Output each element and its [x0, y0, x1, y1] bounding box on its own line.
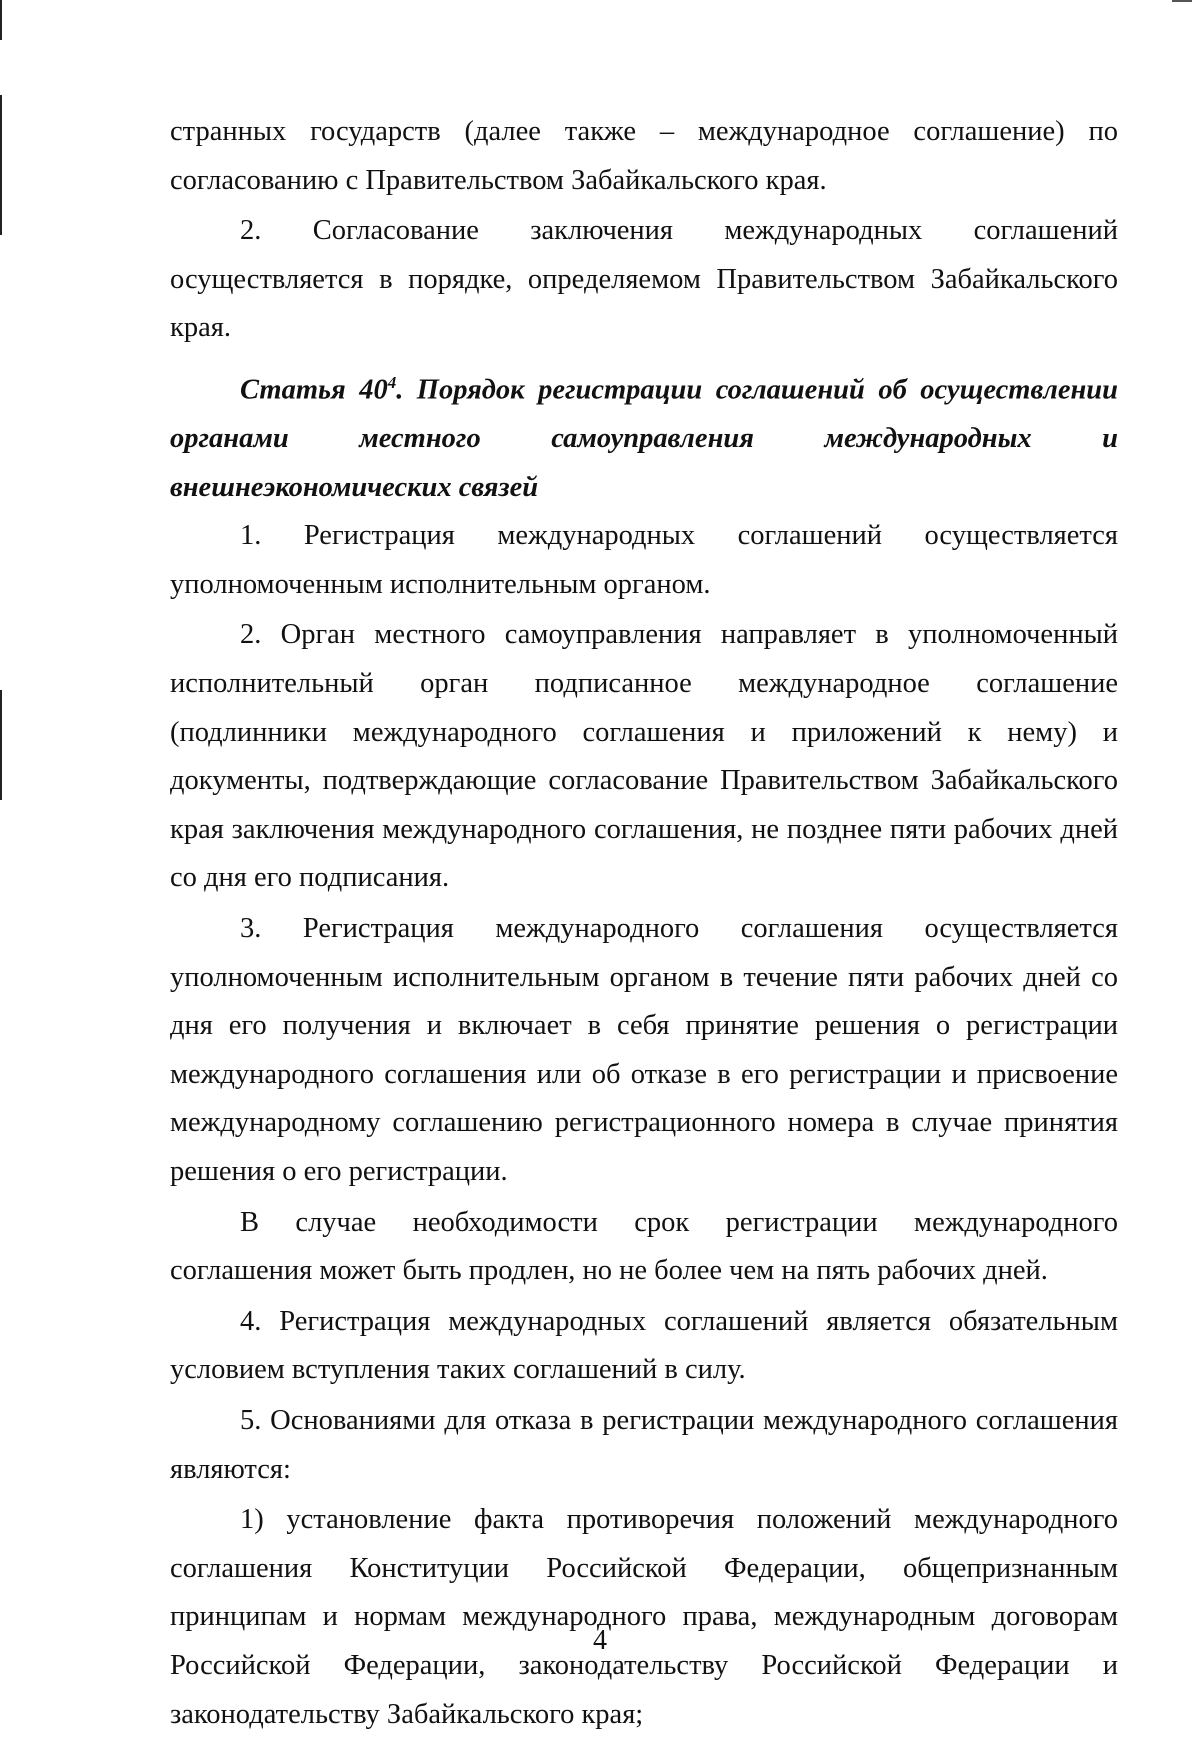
paragraph-3-extension: В случае необходимости срок регистрации международного соглашения может быть продлен, но не более чем на пять рабочих дней.	[170, 1206, 1118, 1287]
paragraph-1: 1. Регистрация международных соглашений осуществляется уполномоченным исполнительным органом.	[170, 520, 1118, 600]
page-number: 4	[593, 1625, 607, 1656]
scan-edge-mark-middle	[0, 690, 2, 800]
paragraph-3: 3. Регистрация международного соглашения осуществляется уполномоченным исполнительным органом в течение пяти рабочих дней со дня его получения и включает в себя принятие решения о регистрации международного соглашения или об отказе в его регистрации и присвоение международному соглашению регистрационного номера в случае принятия решения о его регистрации.	[170, 913, 1118, 1187]
paragraph-2: 2. Орган местного самоуправления направляет в уполномоченный исполнительный орган подписанное международное соглашение (подлинники международного соглашения и приложений к нему) и документы, подтверждающие согласование Правительством Забайкальского края заключения международного соглашения, не позднее пяти рабочих дней со дня его подписания.	[170, 619, 1118, 894]
scan-corner-mark	[1172, 0, 1192, 2]
paragraph-continuation: странных государств (далее также – международное соглашение) по согласованию с Правительством Забайкальского края.	[170, 116, 1118, 196]
article-heading	[170, 359, 1118, 512]
article-prefix: Статья 40	[240, 374, 388, 406]
paragraph-4: 4. Регистрация международных соглашений является обязательным условием вступления таких соглашений в силу.	[170, 1305, 1118, 1386]
document-page	[170, 108, 1118, 1739]
article-superscript: 4	[387, 372, 397, 392]
paragraph-5: 5. Основаниями для отказа в регистрации международного соглашения являются:	[170, 1404, 1118, 1485]
paragraph-2: 2. Согласование заключения международных соглашений осуществляется в порядке, определяемом Правительством Забайкальского края.	[170, 215, 1118, 344]
article-title: . Порядок регистрации соглашений об осуществлении органами местного самоуправления международных и внешнеэкономических связей	[170, 374, 1118, 503]
scan-edge-mark-upper	[0, 95, 2, 235]
paragraph-5-item-1: 1) установление факта противоречия положений международного соглашения Конституции Российской Федерации, общепризнанным принципам и нормам международного права, международным договорам Российской Федерации, законодательству Российской Федерации и законодательству Забайкальского края;	[170, 1504, 1118, 1730]
scan-edge-mark-top	[0, 0, 2, 40]
